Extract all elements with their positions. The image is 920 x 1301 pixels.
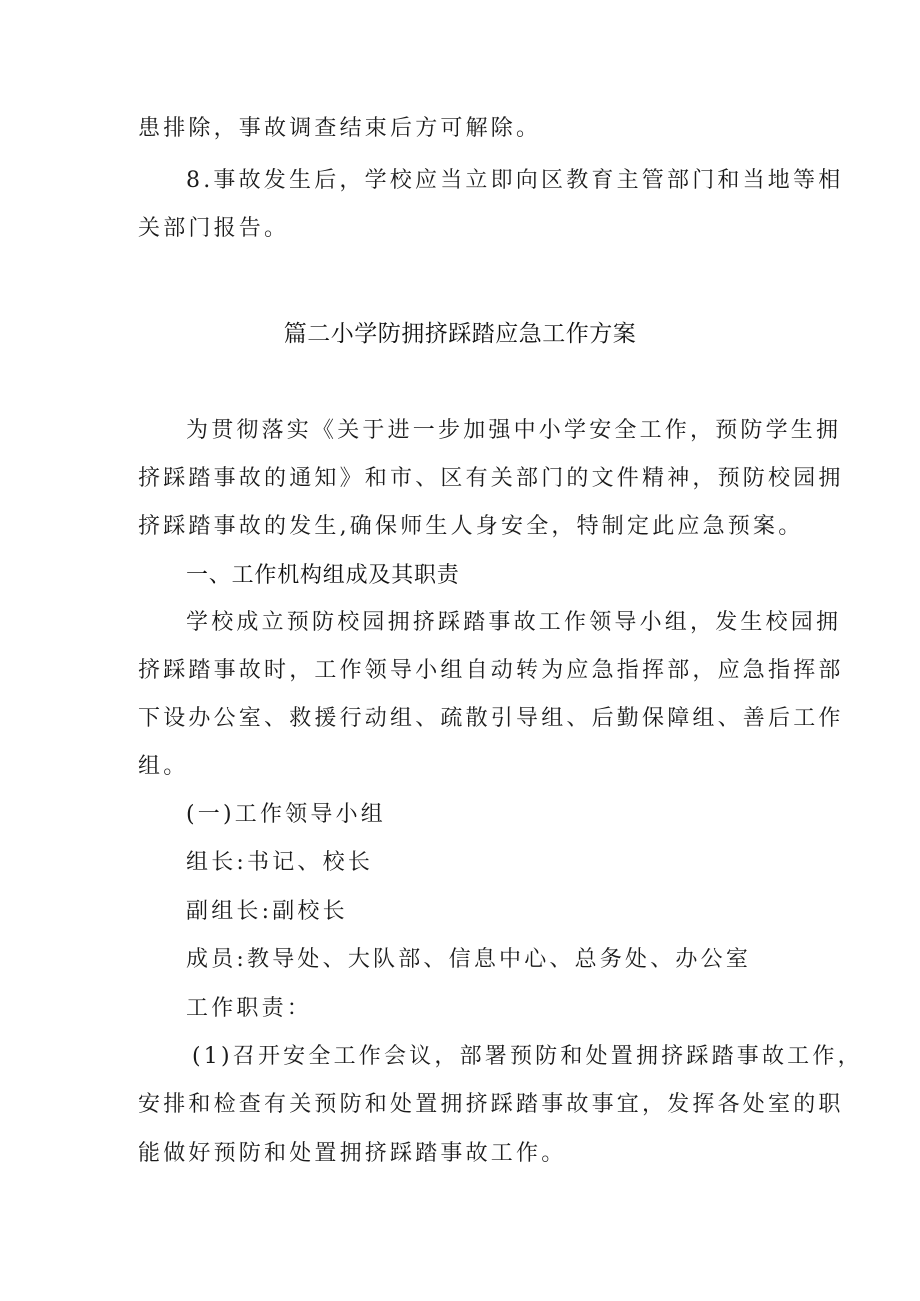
paragraph-line: 8.事故发生后，学校应当立即向区教育主管部门和当地等相 — [186, 168, 844, 193]
paragraph-line: 下设办公室、救援行动组、疏散引导组、后勤保障组、善后工作 — [138, 706, 844, 731]
paragraph-line: 能做好预防和处置拥挤踩踏事故工作。 — [138, 1141, 567, 1166]
duties-label: 工作职责： — [186, 996, 313, 1021]
paragraph-line: 挤踩踏事故的发生,确保师生人身安全，特制定此应急预案。 — [138, 514, 804, 539]
leader-line: 组长:书记、校长 — [186, 850, 374, 875]
paragraph-line: 患排除，事故调查结束后方可解除。 — [138, 116, 542, 141]
paragraph-line: 学校成立预防校园拥挤踩踏事故工作领导小组，发生校园拥 — [186, 610, 842, 635]
paragraph-line: 组。 — [138, 754, 189, 779]
section-heading: 一、工作机构组成及其职责 — [186, 563, 460, 588]
paragraph-line: 关部门报告。 — [138, 216, 290, 241]
paragraph-line: 挤踩踏事故时，工作领导小组自动转为应急指挥部，应急指挥部 — [138, 658, 844, 683]
document-title: 篇二小学防拥挤踩踏应急工作方案 — [283, 321, 637, 347]
paragraph-line: (1)召开安全工作会议，部署预防和处置拥挤踩踏事故工作， — [192, 1044, 863, 1069]
members-line: 成员:教导处、大队部、信息中心、总务处、办公室 — [186, 947, 752, 972]
paragraph-line: 安排和检查有关预防和处置拥挤踩踏事故事宜，发挥各处室的职 — [138, 1092, 844, 1117]
deputy-leader-line: 副组长:副校长 — [186, 899, 348, 924]
paragraph-line: 为贯彻落实《关于进一步加强中小学安全工作，预防学生拥 — [186, 418, 842, 443]
paragraph-line: 挤踩踏事故的通知》和市、区有关部门的文件精神，预防校园拥 — [138, 466, 844, 491]
subsection-heading: (一)工作领导小组 — [186, 802, 386, 827]
